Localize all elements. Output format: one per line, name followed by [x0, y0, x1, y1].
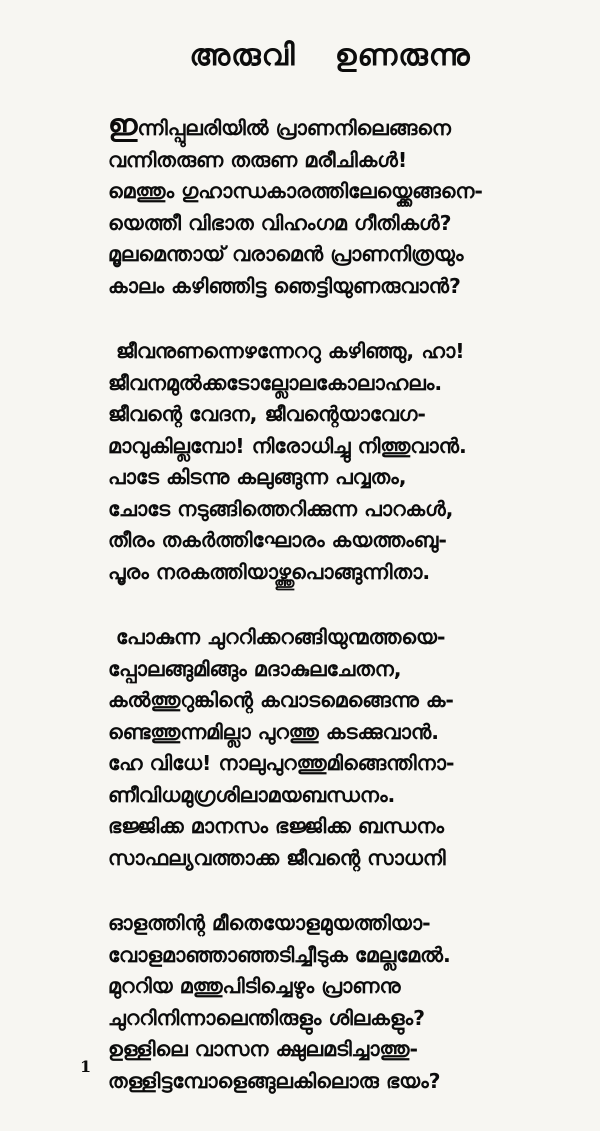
drop-cap: ഇ	[108, 108, 138, 143]
poem-line	[108, 110, 528, 145]
poem-line: ണ്ടെത്തുന്നമില്ലാ പുറത്തു കടക്കുവാൻ.	[108, 719, 439, 744]
poem-line: ഹേ വിധേ! നാലുപുറത്തുമിങ്ങെന്തിനാ-	[108, 751, 455, 775]
title-word-1: അരുവി	[189, 38, 296, 73]
poem-line: പാടേ കിടന്നു കലുങ്ങുന്ന പവ്വതം,	[108, 465, 407, 489]
poem-line: യെത്തീ വിഭാത വിഹംഗമ ഗീതികൾ?	[108, 210, 452, 235]
poem-line-text: ന്നിപ്പുലരിയിൽ പ്രാണനിലെങ്ങനെ	[137, 116, 451, 140]
poem-line: ചോടേ നടുങ്ങിത്തെറിക്കുന്ന പാറകൾ,	[108, 496, 454, 521]
poem-line: മാവുകില്ലമ്പോ! നിരോധിച്ചു നിത്തുവാൻ.	[108, 433, 467, 458]
poem-line: കാലം കഴിഞ്ഞിട്ട ഞെട്ടിയുണരുവാൻ?	[108, 273, 461, 298]
poem-line: തീരം തകർത്തിഘോരം കയത്തംബു-	[108, 528, 447, 552]
title-word-2: ഉണരുന്നു	[334, 38, 471, 73]
stanza-1	[108, 110, 528, 302]
poem-line: ഭജ്ജിക്ക മാനസം ഭജ്ജിക്ക ബന്ധനം	[108, 814, 444, 838]
poem-line: ഉള്ളിലെ വാസന ക്ഷുലമടിച്ചാത്തു-	[108, 1037, 418, 1061]
poem-line: മൂലമെന്തായ് വരാമെൻ പ്രാണനിത്രയും	[108, 242, 464, 266]
stanza-2	[108, 336, 528, 588]
poem-line: ജീവനുണന്നെഴന്നേററു കഴിഞ്ഞു, ഹാ!	[116, 339, 465, 363]
poem-line: വന്നിതരുണ തരുണ മരീചികൾ!	[108, 147, 408, 172]
stanza-3	[108, 622, 528, 874]
poem-line: ജീവനമുൽക്കടോല്ലോലകോലാഹലം.	[108, 370, 443, 395]
poem-line: ജീവന്റെ വേദന, ജീവന്റെയാവേഗ-	[108, 402, 426, 426]
poem-line: മെത്തും ഗുഹാന്ധകാരത്തിലേയ്ക്കെങ്ങനെ-	[108, 179, 483, 203]
poem-line: ണീവിധമുഗ്രശിലാമയബന്ധനം.	[108, 782, 396, 807]
poem-title	[0, 38, 600, 73]
poem-line: ഓളത്തിന്റ മീതെയോളമുയത്തിയാ-	[108, 911, 431, 935]
poem-body	[108, 110, 528, 1131]
page-number: 1	[80, 1057, 92, 1076]
poem-line: പൂരം നരകത്തിയാഴ്ത്തുപൊങ്ങുന്നിതാ.	[108, 559, 431, 584]
poem-line: പോകുന്ന ചുററിക്കറങ്ങിയുന്മത്തയെ-	[116, 625, 446, 649]
poem-line: സാഫല്യവത്താക്ക ജീവന്റെ സാധനി	[108, 845, 446, 870]
poem-line: തള്ളിട്ടമ്പോളെങ്ങുലകിലൊരു ഭയം?	[108, 1068, 441, 1093]
poem-line: വോളമാഞ്ഞാഞ്ഞടിച്ചീടുക മേല്ലമേൽ.	[108, 942, 451, 967]
poem-line: മുററിയ മത്തുപിടിച്ചെഴും പ്രാണനു	[108, 974, 401, 998]
stanza-4	[108, 908, 528, 1097]
poem-line: ചുററിനിന്നാലെന്തിരുളും ശിലകളും?	[108, 1005, 425, 1030]
poem-line: കൽത്തുറുങ്കിന്റെ കവാടമെങ്ങെന്നു ക-	[108, 688, 454, 712]
poem-line: പ്പോലങ്ങുമിങ്ങും മദാകുലചേതന,	[108, 656, 402, 681]
